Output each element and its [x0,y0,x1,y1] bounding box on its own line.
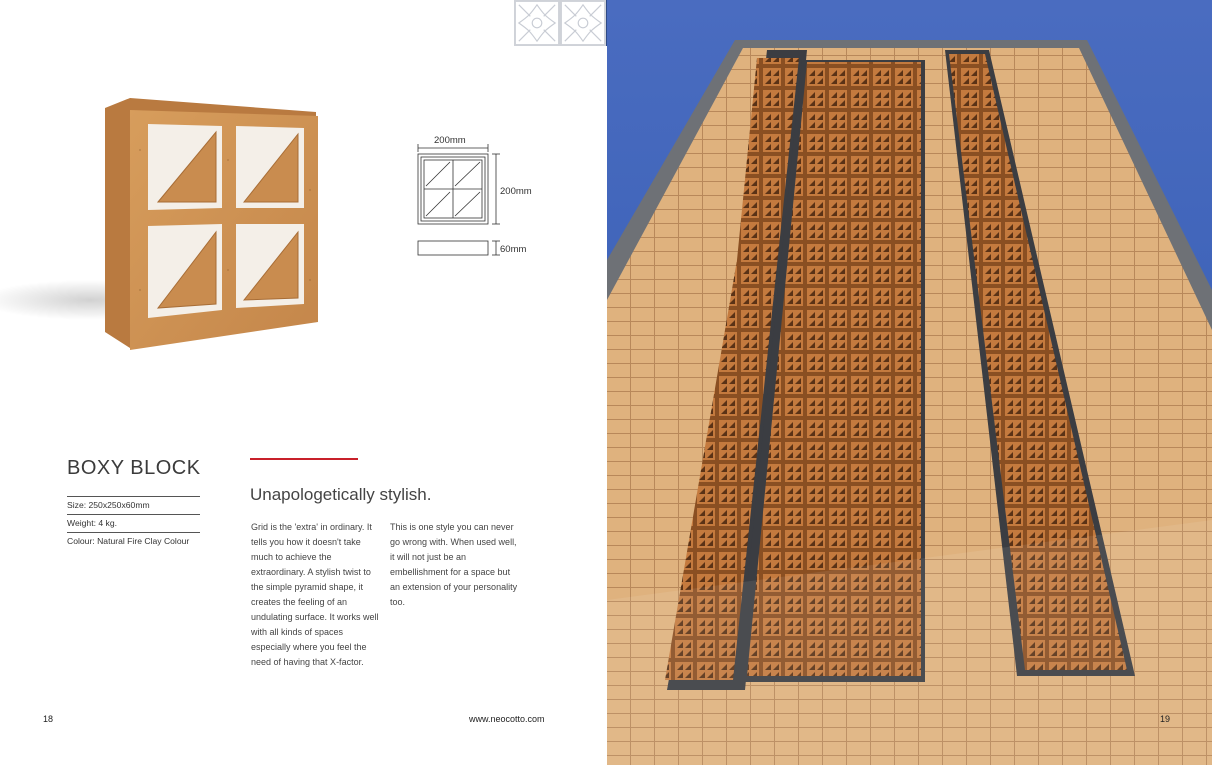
dimension-depth: 60mm [500,244,527,255]
dimension-width: 200mm [434,135,466,146]
pattern-tile-1 [514,0,560,46]
description-column-2: This is one style you can never go wrong with. When used well, it will not just be an embellishment for a space but an extension of your personality too. [390,522,518,607]
product-title: BOXY BLOCK [67,457,201,479]
website-link[interactable]: www.neocotto.com [469,714,545,724]
spec-weight: Weight: 4 kg. [67,514,200,532]
spec-colour: Colour: Natural Fire Clay Colour [67,532,200,550]
description-column-1: Grid is the 'extra' in ordinary. It tells you how it doesn't take much to achieve the extraordinary. A stylish twist to the simple pyramid shape, it creates the feeling of an undulating surface. It works well with all kinds of spaces especially where you feel the need of having that X-factor. [251,522,379,667]
spec-list [67,496,200,550]
dimension-drawing [410,134,550,264]
boxy-block-render [0,90,330,360]
pattern-tile-2 [560,0,606,46]
dimension-height: 200mm [500,186,532,197]
building-facade-photo [607,0,1212,765]
page-number-right: 19 [1160,714,1171,724]
spec-size: Size: 250x250x60mm [67,496,200,514]
page-number-left: 18 [43,714,54,724]
accent-rule [250,458,358,460]
product-tagline: Unapologetically stylish. [250,485,432,504]
right-page [607,0,1212,765]
